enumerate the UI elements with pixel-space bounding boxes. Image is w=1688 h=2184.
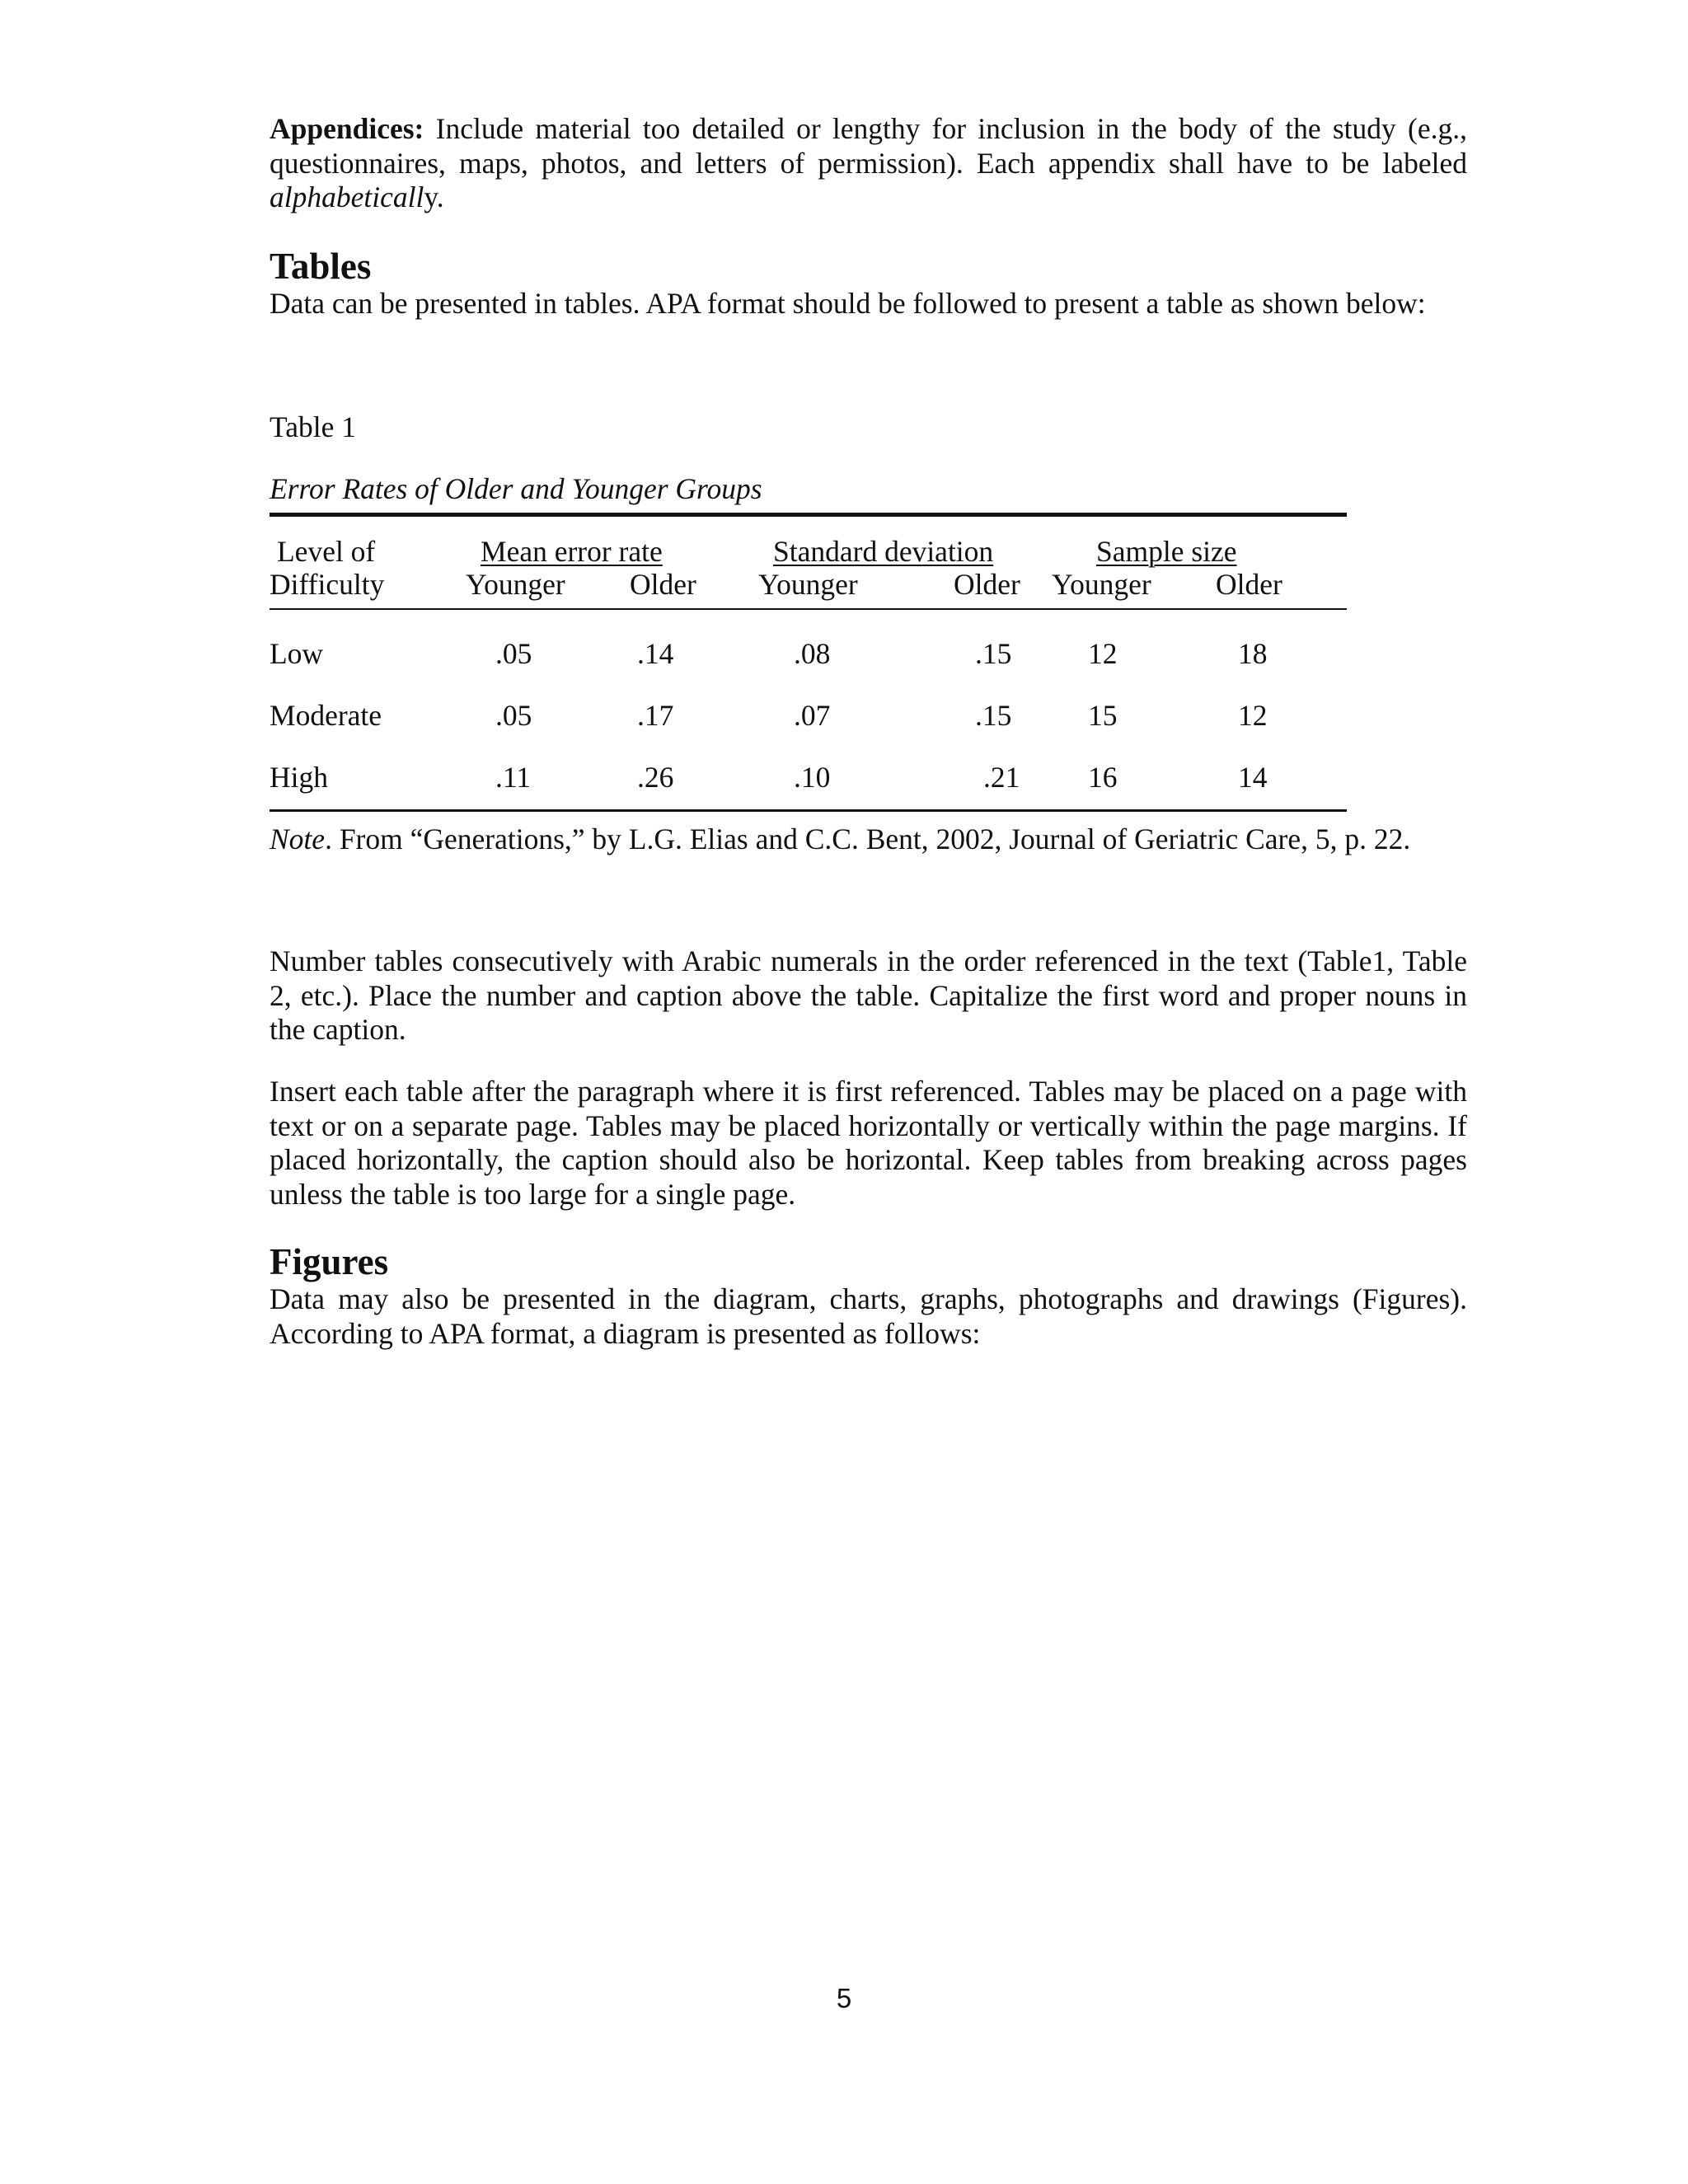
appendices-text-end: y. (424, 180, 444, 213)
tables-heading: Tables (270, 246, 372, 287)
table-note (270, 823, 1410, 855)
row-moderate-sd-older: .15 (975, 699, 1012, 732)
figures-intro: Data may also be presented in the diagram, charts, graphs, photographs and drawings (Figures). According to APA format, a diagram is presented as follows: (270, 1282, 1467, 1350)
row-low-sd-younger: .08 (794, 637, 831, 670)
row-low-level: Low (270, 637, 324, 670)
row-high-mean-younger: .11 (495, 761, 532, 794)
header-mean-older: Older (630, 568, 696, 601)
page-number: 5 (836, 1983, 852, 2013)
row-high-sd-older: .21 (983, 761, 1020, 794)
table-note-label: Note (270, 823, 326, 855)
row-high-mean-older: .26 (637, 761, 674, 794)
header-sample-size: Sample size (1096, 535, 1237, 568)
table-caption: Error Rates of Older and Younger Groups (270, 472, 762, 505)
row-high-level: High (270, 761, 328, 794)
row-high-sd-younger: .10 (794, 761, 831, 794)
header-sd-younger: Younger (758, 568, 858, 601)
row-low-mean-older: .14 (637, 637, 674, 670)
table-header-rule (270, 608, 1347, 610)
header-sd-older: Older (954, 568, 1020, 601)
appendices-text: Include material too detailed or lengthy for inclusion in the body of the study (e.g., questionnaires, maps, photos, and letters of permission). Each appendix shall have to be labeled (270, 112, 1467, 180)
row-high-n-older: 14 (1238, 761, 1268, 794)
table-number: Table 1 (270, 410, 356, 443)
row-moderate-mean-younger: .05 (495, 699, 532, 732)
row-moderate-n-older: 12 (1238, 699, 1268, 732)
table-bottom-rule (270, 809, 1347, 812)
row-moderate-n-younger: 15 (1088, 699, 1118, 732)
row-low-sd-older: .15 (975, 637, 1012, 670)
tables-intro: Data can be presented in tables. APA format should be followed to present a table as shown below: (270, 287, 1426, 320)
row-moderate-mean-older: .17 (637, 699, 674, 732)
header-level-line2: Difficulty (270, 568, 385, 601)
numbering-paragraph: Number tables consecutively with Arabic numerals in the order referenced in the text (Table1, Table 2, etc.). Place the number and caption above the table. Capitalize the first word and proper nouns in the caption. (270, 944, 1467, 1046)
table-note-text: . From “Generations,” by L.G. Elias and C.C. Bent, 2002, Journal of Geriatric Care, 5, p. 22. (325, 823, 1411, 855)
appendices-label: Appendices: (270, 112, 424, 145)
figures-heading: Figures (270, 1241, 389, 1282)
header-standard-deviation: Standard deviation (773, 535, 994, 568)
header-mean-error-rate: Mean error rate (481, 535, 663, 568)
table-top-rule (270, 513, 1347, 517)
header-mean-younger: Younger (466, 568, 565, 601)
row-moderate-sd-younger: .07 (794, 699, 831, 732)
appendices-paragraph (270, 112, 1467, 215)
row-high-n-younger: 16 (1088, 761, 1118, 794)
row-low-n-younger: 12 (1088, 637, 1118, 670)
header-n-younger: Younger (1052, 568, 1151, 601)
header-n-older: Older (1216, 568, 1282, 601)
header-level-line1: Level of (277, 535, 376, 568)
row-moderate-level: Moderate (270, 699, 382, 732)
row-low-mean-younger: .05 (495, 637, 532, 670)
appendices-italic-word: alphabeticall (270, 180, 424, 213)
placement-paragraph: Insert each table after the paragraph where it is first referenced. Tables may be placed on a page with text or on a separate page. Tables may be placed horizontally or vertically within the page margins. If placed horizontally, the caption should also be horizontal. Keep tables from breaking across pages unless the table is too large for a single page. (270, 1075, 1467, 1211)
row-low-n-older: 18 (1238, 637, 1268, 670)
